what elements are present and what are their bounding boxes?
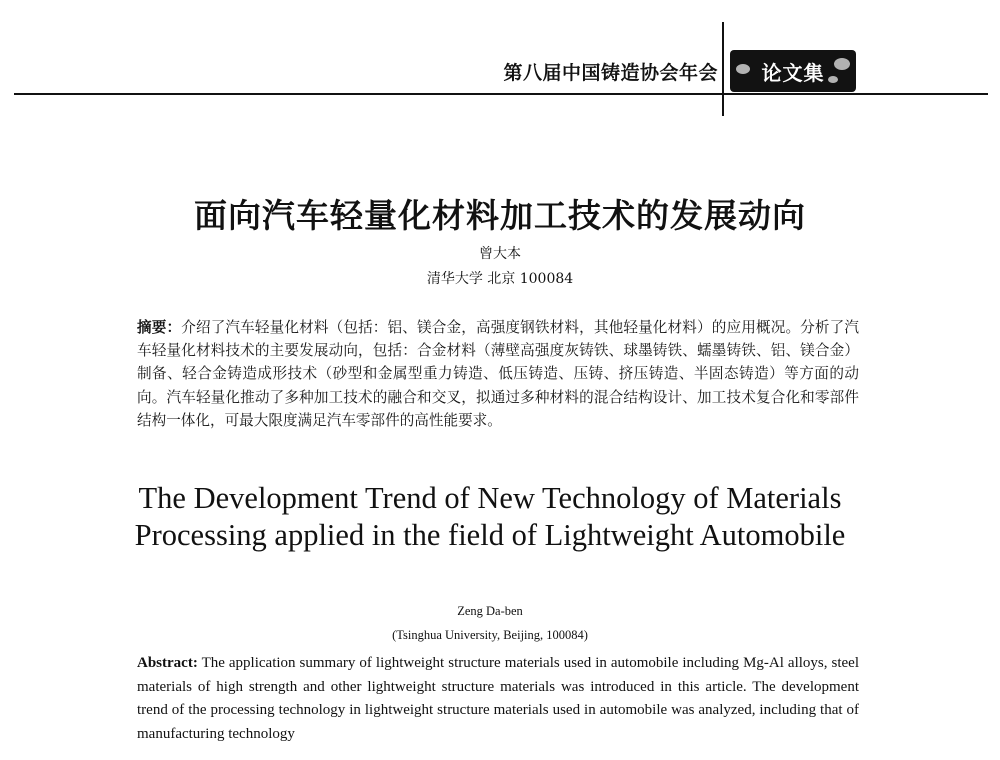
proceedings-badge-label: 论文集 [761,60,825,85]
header-rule [14,93,988,95]
proceedings-badge [730,50,856,92]
paper-title-cn: 面向汽车轻量化材料加工技术的发展动向 [194,196,806,235]
abstract-en-label: Abstract: [137,655,198,671]
abstract-cn [137,316,859,432]
abstract-cn-label: 摘要： [137,319,182,336]
abstract-cn-body: 介绍了汽车轻量化材料（包括：铝、镁合金，高强度钢铁材料，其他轻量化材料）的应用概况。分析了汽车轻量化材料技术的主要发展动向，包括：合金材料（薄壁高强度灰铸铁、球墨铸铁、蠕墨铸铁、铝、镁合金）制备、轻合金铸造成形技术（砂型和金属型重力铸造、低压铸造、压铸、挤压铸造、半固态铸造）等方面的动向。汽车轻量化推动了多种加工技术的融合和交叉，拟通过多种材料的混合结构设计、加工技术复合化和零部件结构一体化，可最大限度满足汽车零部件的高性能要求。 [137,319,859,429]
conference-header: 第八届中国铸造协会年会 [503,62,718,84]
abstract-en [137,652,859,746]
affiliation-cn: 清华大学 北京 100084 [426,271,574,287]
abstract-en-body: The application summary of lightweight structure materials used in automobile including Mg-Al alloys, steel materials of high strength and other lightweight structure materials was introduced in this article. The development trend of the processing technology in lightweight structure materials used in automobile was analyzed, including that of manufacturing technology [137,655,859,742]
author-en: Zeng Da-ben [457,604,523,618]
affiliation-en: (Tsinghua University, Beijing, 100084) [392,628,588,642]
paper-title-en: The Development Trend of New Technology of Materials Processing applied in the field of Lightweight Automobile [134,481,846,552]
author-cn: 曾大本 [479,246,521,262]
header-vertical-rule [722,22,724,116]
